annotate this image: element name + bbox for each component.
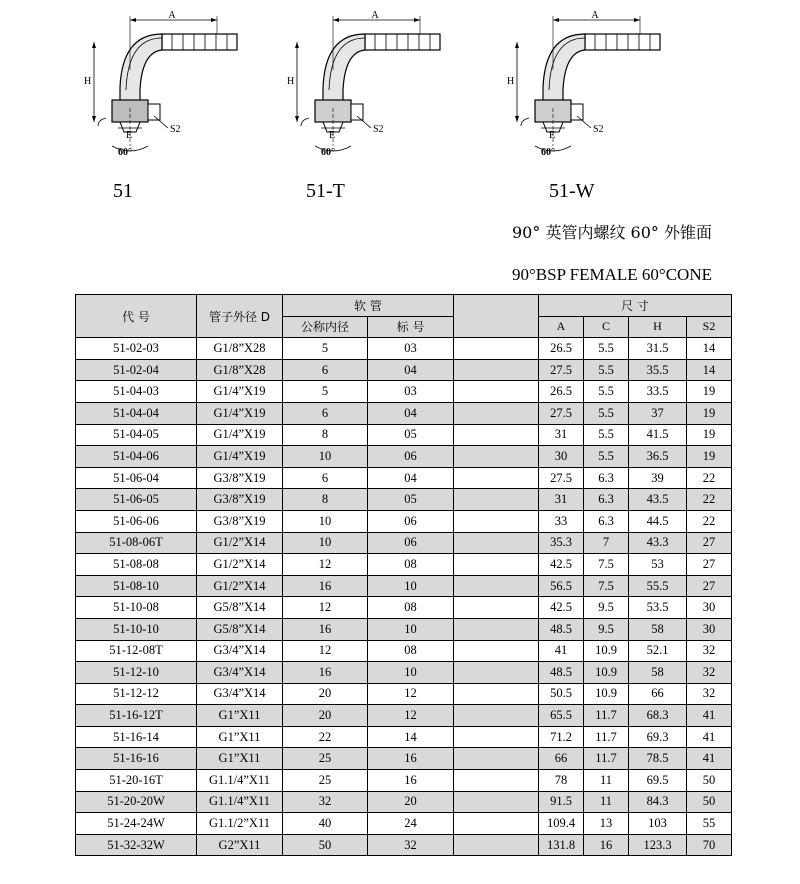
cell-code: 51-04-04 [76, 402, 197, 424]
dim-e-label: E [126, 130, 133, 141]
header-hose-id: 公称内径 [283, 316, 368, 338]
cell-h: 43.5 [629, 489, 687, 511]
cell-c: 6.3 [584, 510, 629, 532]
cell-hose-mark: 08 [368, 597, 454, 619]
cell-blank [454, 705, 539, 727]
cell-h: 84.3 [629, 791, 687, 813]
figure-label-51-t: 51-T [306, 180, 345, 202]
cell-hose-mark: 08 [368, 554, 454, 576]
cell-c: 10.9 [584, 640, 629, 662]
cell-hose-id: 25 [283, 748, 368, 770]
cell-blank [454, 791, 539, 813]
cell-hose-id: 6 [283, 467, 368, 489]
cell-blank [454, 726, 539, 748]
cell-hose-id: 12 [283, 640, 368, 662]
dim-a-label: A [371, 10, 379, 21]
cell-s2: 30 [687, 618, 732, 640]
cell-c: 13 [584, 813, 629, 835]
cell-hose-mark: 03 [368, 338, 454, 360]
cell-od: G5/8”X14 [197, 597, 283, 619]
cell-h: 53.5 [629, 597, 687, 619]
table-row [76, 381, 732, 403]
cell-a: 56.5 [539, 575, 584, 597]
cell-a: 31 [539, 424, 584, 446]
cell-c: 7.5 [584, 554, 629, 576]
cell-a: 131.8 [539, 834, 584, 856]
caption-chinese: 90° 英管内螺纹 60° 外锥面 [512, 223, 712, 242]
cell-a: 78 [539, 770, 584, 792]
header-code: 代 号 [76, 295, 197, 338]
cell-od: G1/2”X14 [197, 554, 283, 576]
cell-hose-mark: 14 [368, 726, 454, 748]
cell-od: G1.1/4”X11 [197, 770, 283, 792]
cell-s2: 22 [687, 467, 732, 489]
figure-label-51-w: 51-W [549, 180, 595, 202]
cell-hose-mark: 24 [368, 813, 454, 835]
cell-hose-mark: 05 [368, 424, 454, 446]
cell-c: 11 [584, 791, 629, 813]
cell-code: 51-16-16 [76, 748, 197, 770]
table-row [76, 597, 732, 619]
cell-hose-id: 5 [283, 381, 368, 403]
cell-od: G1/2”X14 [197, 575, 283, 597]
cell-od: G1.1/2”X11 [197, 813, 283, 835]
cell-a: 30 [539, 446, 584, 468]
cell-c: 7 [584, 532, 629, 554]
table-row [76, 640, 732, 662]
cell-blank [454, 770, 539, 792]
cell-blank [454, 618, 539, 640]
dim-h-label: H [84, 76, 92, 87]
table-row [76, 683, 732, 705]
cell-a: 26.5 [539, 381, 584, 403]
header-od: 管子外径 D [197, 295, 283, 338]
cell-blank [454, 554, 539, 576]
cell-code: 51-04-06 [76, 446, 197, 468]
cell-s2: 19 [687, 402, 732, 424]
cell-hose-id: 40 [283, 813, 368, 835]
table-header [76, 295, 732, 338]
cell-a: 48.5 [539, 618, 584, 640]
cell-hose-id: 22 [283, 726, 368, 748]
cell-hose-id: 10 [283, 532, 368, 554]
cell-hose-mark: 16 [368, 748, 454, 770]
cell-code: 51-08-08 [76, 554, 197, 576]
cell-a: 35.3 [539, 532, 584, 554]
cell-code: 51-06-04 [76, 467, 197, 489]
cell-od: G1/8”X28 [197, 359, 283, 381]
cell-od: G3/8”X19 [197, 467, 283, 489]
cell-blank [454, 834, 539, 856]
cell-s2: 27 [687, 554, 732, 576]
cell-h: 41.5 [629, 424, 687, 446]
cell-s2: 32 [687, 640, 732, 662]
table-row [76, 532, 732, 554]
caption-english: 90°BSP FEMALE 60°CONE [512, 265, 712, 284]
dim-s2-label: S2 [373, 124, 384, 135]
cell-hose-id: 10 [283, 510, 368, 532]
cell-c: 11.7 [584, 748, 629, 770]
cell-h: 55.5 [629, 575, 687, 597]
cell-blank [454, 338, 539, 360]
cell-h: 78.5 [629, 748, 687, 770]
cell-c: 5.5 [584, 338, 629, 360]
table-row [76, 748, 732, 770]
cell-h: 35.5 [629, 359, 687, 381]
cell-code: 51-16-14 [76, 726, 197, 748]
cell-c: 5.5 [584, 402, 629, 424]
cell-blank [454, 381, 539, 403]
cell-code: 51-12-12 [76, 683, 197, 705]
cell-od: G1/4”X19 [197, 402, 283, 424]
table-row [76, 618, 732, 640]
figure-label-51: 51 [113, 180, 133, 202]
cell-od: G1”X11 [197, 748, 283, 770]
cell-hose-id: 12 [283, 597, 368, 619]
cell-s2: 41 [687, 726, 732, 748]
cell-s2: 32 [687, 683, 732, 705]
table-row [76, 662, 732, 684]
cell-hose-id: 10 [283, 446, 368, 468]
cell-c: 9.5 [584, 597, 629, 619]
cell-h: 69.3 [629, 726, 687, 748]
table-row [76, 813, 732, 835]
cell-h: 52.1 [629, 640, 687, 662]
cell-code: 51-10-10 [76, 618, 197, 640]
cell-od: G5/8”X14 [197, 618, 283, 640]
cell-s2: 27 [687, 575, 732, 597]
cell-hose-mark: 16 [368, 770, 454, 792]
cell-a: 71.2 [539, 726, 584, 748]
header-hose: 软 管 [283, 295, 454, 317]
cell-od: G1/4”X19 [197, 446, 283, 468]
cell-code: 51-12-10 [76, 662, 197, 684]
cell-c: 11.7 [584, 726, 629, 748]
cell-s2: 22 [687, 489, 732, 511]
cell-a: 31 [539, 489, 584, 511]
cell-a: 50.5 [539, 683, 584, 705]
cell-h: 123.3 [629, 834, 687, 856]
table-row [76, 554, 732, 576]
header-c: C [584, 316, 629, 338]
table-body [76, 338, 732, 856]
elbow-fitting-drawing [285, 10, 445, 160]
cell-hose-mark: 04 [368, 402, 454, 424]
cell-hose-id: 12 [283, 554, 368, 576]
cell-hose-id: 50 [283, 834, 368, 856]
cell-a: 33 [539, 510, 584, 532]
cell-s2: 19 [687, 446, 732, 468]
cell-h: 58 [629, 662, 687, 684]
cell-h: 103 [629, 813, 687, 835]
cell-code: 51-16-12T [76, 705, 197, 727]
cell-hose-mark: 06 [368, 446, 454, 468]
cell-code: 51-06-05 [76, 489, 197, 511]
cell-s2: 50 [687, 791, 732, 813]
cell-a: 26.5 [539, 338, 584, 360]
cell-od: G1”X11 [197, 726, 283, 748]
cell-hose-id: 16 [283, 662, 368, 684]
cell-blank [454, 597, 539, 619]
cell-hose-id: 5 [283, 338, 368, 360]
header-s2: S2 [687, 316, 732, 338]
cell-c: 7.5 [584, 575, 629, 597]
cell-h: 37 [629, 402, 687, 424]
table-row [76, 446, 732, 468]
cell-s2: 70 [687, 834, 732, 856]
cell-a: 65.5 [539, 705, 584, 727]
cell-hose-mark: 12 [368, 705, 454, 727]
cell-s2: 19 [687, 424, 732, 446]
cell-s2: 32 [687, 662, 732, 684]
cell-hose-mark: 03 [368, 381, 454, 403]
dim-s2-label: S2 [170, 124, 181, 135]
cell-c: 16 [584, 834, 629, 856]
cell-h: 39 [629, 467, 687, 489]
dim-h-label: H [287, 76, 295, 87]
cell-od: G3/4”X14 [197, 662, 283, 684]
table-row [76, 359, 732, 381]
cell-s2: 14 [687, 338, 732, 360]
cell-hose-id: 20 [283, 683, 368, 705]
cell-code: 51-04-05 [76, 424, 197, 446]
cell-h: 53 [629, 554, 687, 576]
cell-blank [454, 813, 539, 835]
cell-a: 27.5 [539, 467, 584, 489]
cell-s2: 41 [687, 705, 732, 727]
table-row [76, 575, 732, 597]
cell-blank [454, 510, 539, 532]
header-dims: 尺 寸 [539, 295, 732, 317]
cell-od: G1”X11 [197, 705, 283, 727]
header-blank [454, 295, 539, 338]
cell-s2: 55 [687, 813, 732, 835]
cell-hose-mark: 10 [368, 662, 454, 684]
table-row [76, 424, 732, 446]
cell-blank [454, 359, 539, 381]
table-row [76, 726, 732, 748]
cell-hose-id: 6 [283, 402, 368, 424]
cell-od: G2”X11 [197, 834, 283, 856]
cell-c: 10.9 [584, 683, 629, 705]
table-row [76, 402, 732, 424]
dim-a-label: A [168, 10, 176, 21]
cell-hose-mark: 12 [368, 683, 454, 705]
cell-hose-mark: 10 [368, 575, 454, 597]
table-row [76, 791, 732, 813]
cell-blank [454, 467, 539, 489]
cell-h: 43.3 [629, 532, 687, 554]
cell-code: 51-08-10 [76, 575, 197, 597]
cell-code: 51-02-04 [76, 359, 197, 381]
cell-hose-id: 25 [283, 770, 368, 792]
header-h: H [629, 316, 687, 338]
cell-a: 27.5 [539, 402, 584, 424]
cell-hose-id: 6 [283, 359, 368, 381]
table-row [76, 489, 732, 511]
cell-a: 91.5 [539, 791, 584, 813]
cell-h: 58 [629, 618, 687, 640]
cell-c: 5.5 [584, 424, 629, 446]
cell-hose-id: 8 [283, 489, 368, 511]
cell-h: 44.5 [629, 510, 687, 532]
cell-code: 51-06-06 [76, 510, 197, 532]
cell-a: 109.4 [539, 813, 584, 835]
dim-e-label: E [329, 130, 336, 141]
cell-c: 10.9 [584, 662, 629, 684]
cell-hose-mark: 32 [368, 834, 454, 856]
cell-code: 51-20-20W [76, 791, 197, 813]
cell-hose-mark: 20 [368, 791, 454, 813]
cell-code: 51-20-16T [76, 770, 197, 792]
cell-hose-mark: 08 [368, 640, 454, 662]
cell-blank [454, 748, 539, 770]
cell-od: G1.1/4”X11 [197, 791, 283, 813]
dim-a-label: A [591, 10, 599, 21]
cell-hose-id: 16 [283, 575, 368, 597]
cell-code: 51-08-06T [76, 532, 197, 554]
cell-h: 66 [629, 683, 687, 705]
cell-c: 6.3 [584, 489, 629, 511]
dim-e-label: E [549, 130, 556, 141]
table-row [76, 467, 732, 489]
header-hose-mark: 标 号 [368, 316, 454, 338]
cell-blank [454, 489, 539, 511]
cell-od: G3/4”X14 [197, 683, 283, 705]
table-row [76, 705, 732, 727]
cell-a: 48.5 [539, 662, 584, 684]
cell-code: 51-12-08T [76, 640, 197, 662]
cell-c: 5.5 [584, 359, 629, 381]
cell-od: G3/8”X19 [197, 510, 283, 532]
cell-od: G1/2”X14 [197, 532, 283, 554]
cell-s2: 41 [687, 748, 732, 770]
cell-s2: 27 [687, 532, 732, 554]
cell-hose-mark: 05 [368, 489, 454, 511]
cell-hose-mark: 04 [368, 467, 454, 489]
cell-blank [454, 575, 539, 597]
dim-s2-label: S2 [593, 124, 604, 135]
cell-a: 41 [539, 640, 584, 662]
cell-od: G3/4”X14 [197, 640, 283, 662]
cell-code: 51-04-03 [76, 381, 197, 403]
cell-blank [454, 640, 539, 662]
fitting-drawings [0, 0, 800, 180]
elbow-fitting-drawing [82, 10, 242, 160]
cell-code: 51-32-32W [76, 834, 197, 856]
cell-hose-id: 20 [283, 705, 368, 727]
cell-c: 11 [584, 770, 629, 792]
cell-code: 51-10-08 [76, 597, 197, 619]
cell-a: 66 [539, 748, 584, 770]
cell-s2: 50 [687, 770, 732, 792]
cell-h: 31.5 [629, 338, 687, 360]
cell-a: 27.5 [539, 359, 584, 381]
cell-a: 42.5 [539, 554, 584, 576]
cell-od: G1/4”X19 [197, 424, 283, 446]
cell-od: G1/8”X28 [197, 338, 283, 360]
cell-hose-mark: 06 [368, 510, 454, 532]
cell-c: 11.7 [584, 705, 629, 727]
cell-hose-id: 16 [283, 618, 368, 640]
cell-c: 6.3 [584, 467, 629, 489]
cell-blank [454, 402, 539, 424]
cell-code: 51-24-24W [76, 813, 197, 835]
cell-blank [454, 662, 539, 684]
angle-label: 60° [118, 147, 132, 158]
header-a: A [539, 316, 584, 338]
cell-hose-mark: 04 [368, 359, 454, 381]
cell-s2: 14 [687, 359, 732, 381]
cell-od: G3/8”X19 [197, 489, 283, 511]
elbow-fitting-drawing [505, 10, 665, 160]
cell-s2: 19 [687, 381, 732, 403]
cell-c: 5.5 [584, 446, 629, 468]
angle-label: 60° [541, 147, 555, 158]
cell-h: 68.3 [629, 705, 687, 727]
cell-s2: 22 [687, 510, 732, 532]
cell-h: 36.5 [629, 446, 687, 468]
cell-h: 33.5 [629, 381, 687, 403]
cell-hose-id: 8 [283, 424, 368, 446]
cell-c: 9.5 [584, 618, 629, 640]
cell-c: 5.5 [584, 381, 629, 403]
table-row [76, 338, 732, 360]
cell-hose-id: 32 [283, 791, 368, 813]
table-row [76, 834, 732, 856]
cell-blank [454, 532, 539, 554]
spec-table [75, 294, 732, 856]
table-row [76, 510, 732, 532]
angle-label: 60° [321, 147, 335, 158]
cell-od: G1/4”X19 [197, 381, 283, 403]
cell-hose-mark: 06 [368, 532, 454, 554]
cell-s2: 30 [687, 597, 732, 619]
table-row [76, 770, 732, 792]
cell-blank [454, 683, 539, 705]
dim-h-label: H [507, 76, 515, 87]
cell-hose-mark: 10 [368, 618, 454, 640]
cell-code: 51-02-03 [76, 338, 197, 360]
cell-a: 42.5 [539, 597, 584, 619]
cell-blank [454, 446, 539, 468]
cell-h: 69.5 [629, 770, 687, 792]
cell-blank [454, 424, 539, 446]
